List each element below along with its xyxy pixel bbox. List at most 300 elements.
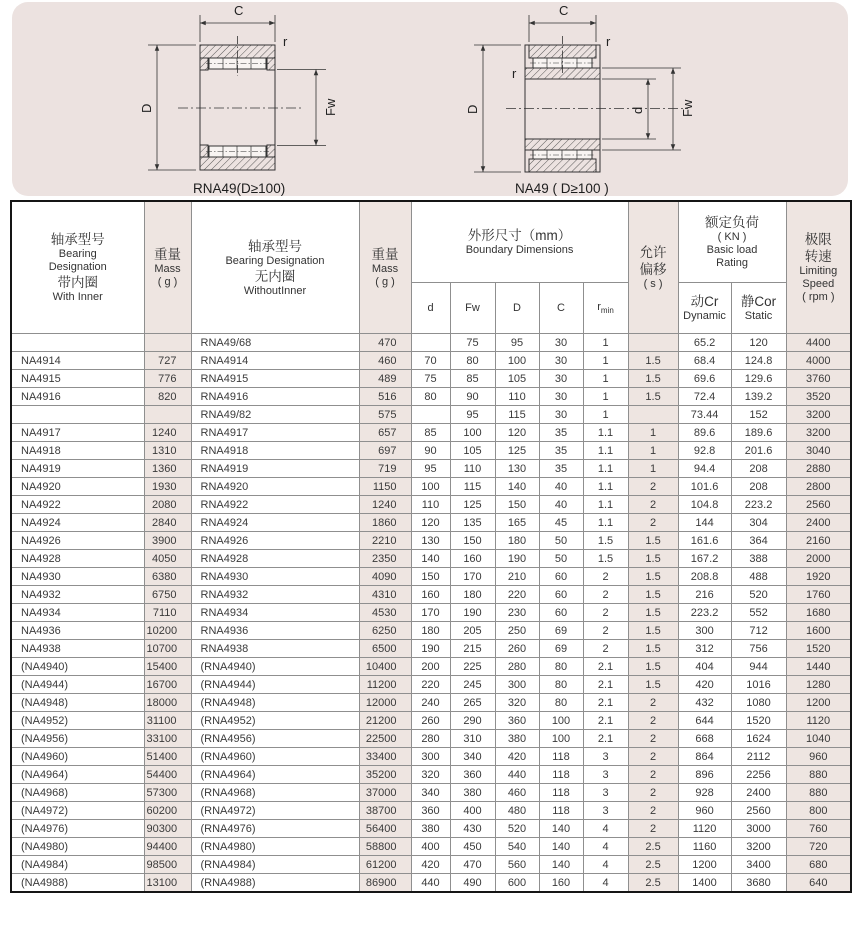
table-row [11, 694, 851, 712]
cell-cor-static: 2560 [731, 802, 786, 820]
table-row [11, 658, 851, 676]
header-without-inner [191, 201, 359, 334]
cell-dim-D: 250 [495, 622, 539, 640]
header-misalign-zh1: 允许 [639, 245, 667, 260]
cell-dim-fw: 135 [450, 514, 495, 532]
cell-cor-static: 139.2 [731, 388, 786, 406]
cell-dim-d: 340 [411, 784, 450, 802]
diagram-panel [12, 2, 848, 196]
cell-mass-without-inner: 12000 [359, 694, 411, 712]
cell-misalign-s: 1.5 [628, 586, 678, 604]
cell-na-designation: NA4920 [11, 478, 144, 496]
cell-cr-dynamic: 432 [678, 694, 731, 712]
cell-limiting-speed: 1680 [786, 604, 851, 622]
cell-limiting-speed: 1920 [786, 568, 851, 586]
header-dim-fw: Fw [450, 283, 495, 334]
cell-dim-C: 60 [539, 568, 583, 586]
cell-misalign-s: 1.5 [628, 604, 678, 622]
table-row [11, 442, 851, 460]
cell-rna-designation: RNA4936 [191, 622, 359, 640]
cell-rna-designation: RNA49/82 [191, 406, 359, 424]
cell-rna-designation: RNA4926 [191, 532, 359, 550]
cell-dim-D: 95 [495, 334, 539, 352]
cell-mass-with-inner [144, 334, 191, 352]
cell-na-designation: (NA4984) [11, 856, 144, 874]
cell-limiting-speed: 4000 [786, 352, 851, 370]
cell-na-designation: (NA4972) [11, 802, 144, 820]
cell-misalign-s [628, 334, 678, 352]
table-row [11, 766, 851, 784]
header-with-inner-en1: Bearing [58, 248, 97, 260]
cell-dim-fw: 470 [450, 856, 495, 874]
cell-rna-designation: RNA4922 [191, 496, 359, 514]
cell-dim-C: 140 [539, 820, 583, 838]
header-boundary-en: Boundary Dimensions [465, 244, 574, 256]
cell-na-designation [11, 334, 144, 352]
cell-limiting-speed: 1040 [786, 730, 851, 748]
cell-limiting-speed: 1280 [786, 676, 851, 694]
cell-dim-fw: 150 [450, 532, 495, 550]
cell-dim-D: 600 [495, 874, 539, 893]
cell-mass-without-inner: 10400 [359, 658, 411, 676]
cell-limiting-speed: 1120 [786, 712, 851, 730]
cell-dim-D: 110 [495, 388, 539, 406]
cell-misalign-s: 2.5 [628, 838, 678, 856]
cell-mass-without-inner: 697 [359, 442, 411, 460]
cell-misalign-s: 2 [628, 784, 678, 802]
cell-na-designation: NA4915 [11, 370, 144, 388]
na49-label-fw: Fw [680, 99, 695, 117]
cell-mass-without-inner: 58800 [359, 838, 411, 856]
cell-dim-C: 140 [539, 838, 583, 856]
header-without-inner-zh: 轴承型号 [248, 238, 302, 254]
cell-dim-D: 380 [495, 730, 539, 748]
cell-dim-rmin: 1 [583, 334, 628, 352]
cell-misalign-s: 2 [628, 478, 678, 496]
cell-dim-rmin: 2 [583, 640, 628, 658]
cell-mass-with-inner: 6750 [144, 586, 191, 604]
cell-cr-dynamic: 69.6 [678, 370, 731, 388]
cell-rna-designation: (RNA4960) [191, 748, 359, 766]
header-misalignment [628, 201, 678, 334]
cell-mass-without-inner: 1150 [359, 478, 411, 496]
table-row [11, 352, 851, 370]
na49-section [506, 36, 688, 172]
header-speed-unit: ( rpm ) [802, 291, 835, 303]
cell-dim-d: 140 [411, 550, 450, 568]
rna49-section [178, 36, 302, 170]
cell-na-designation: NA4924 [11, 514, 144, 532]
cell-dim-D: 520 [495, 820, 539, 838]
cell-dim-d: 200 [411, 658, 450, 676]
header-misalign-unit: ( s ) [643, 278, 663, 290]
cell-dim-d: 190 [411, 640, 450, 658]
cell-dim-fw: 430 [450, 820, 495, 838]
cell-dim-fw: 205 [450, 622, 495, 640]
cell-dim-rmin: 1.1 [583, 496, 628, 514]
cell-dim-d: 420 [411, 856, 450, 874]
cell-rna-designation: RNA4916 [191, 388, 359, 406]
cell-limiting-speed: 4400 [786, 334, 851, 352]
cell-cr-dynamic: 864 [678, 748, 731, 766]
cell-misalign-s: 2.5 [628, 874, 678, 893]
table-row [11, 802, 851, 820]
cell-dim-C: 45 [539, 514, 583, 532]
cell-dim-C: 50 [539, 532, 583, 550]
header-boundary-dimensions [411, 201, 628, 283]
cell-dim-rmin: 4 [583, 874, 628, 893]
na49-label-d: d [630, 106, 645, 114]
table-row [11, 856, 851, 874]
cell-na-designation: NA4916 [11, 388, 144, 406]
bearing-spec-table [10, 200, 852, 893]
cell-cor-static: 124.8 [731, 352, 786, 370]
cell-na-designation: (NA4956) [11, 730, 144, 748]
na49-label-r-left: r [512, 66, 517, 81]
cell-cr-dynamic: 644 [678, 712, 731, 730]
cell-mass-without-inner: 37000 [359, 784, 411, 802]
cell-cor-static: 208 [731, 460, 786, 478]
header-mass1 [144, 201, 191, 334]
header-basic-load-rating [678, 201, 786, 283]
cell-dim-fw: 490 [450, 874, 495, 893]
cell-dim-d: 260 [411, 712, 450, 730]
table-row [11, 622, 851, 640]
cell-mass-with-inner: 33100 [144, 730, 191, 748]
cell-dim-fw: 450 [450, 838, 495, 856]
cell-na-designation: (NA4976) [11, 820, 144, 838]
header-static-zh: 静Cor [740, 294, 777, 309]
cell-cor-static: 2400 [731, 784, 786, 802]
cell-limiting-speed: 800 [786, 802, 851, 820]
cell-dim-rmin: 1.1 [583, 442, 628, 460]
header-dynamic-en: Dynamic [683, 310, 726, 322]
cell-dim-D: 140 [495, 478, 539, 496]
cell-rna-designation: RNA49/68 [191, 334, 359, 352]
cell-dim-rmin: 2 [583, 622, 628, 640]
cell-dim-d: 280 [411, 730, 450, 748]
cell-dim-C: 30 [539, 406, 583, 424]
cell-cr-dynamic: 167.2 [678, 550, 731, 568]
cell-limiting-speed: 3520 [786, 388, 851, 406]
cell-dim-rmin: 2 [583, 586, 628, 604]
rna49-label-r: r [283, 34, 288, 49]
cell-misalign-s: 1.5 [628, 532, 678, 550]
cell-mass-with-inner: 57300 [144, 784, 191, 802]
cell-dim-fw: 95 [450, 406, 495, 424]
cell-dim-D: 115 [495, 406, 539, 424]
cell-rna-designation: RNA4928 [191, 550, 359, 568]
cell-dim-C: 35 [539, 424, 583, 442]
cell-dim-rmin: 1.5 [583, 550, 628, 568]
cell-rna-designation: RNA4915 [191, 370, 359, 388]
cell-rna-designation: RNA4938 [191, 640, 359, 658]
cell-dim-d: 75 [411, 370, 450, 388]
cell-na-designation: NA4918 [11, 442, 144, 460]
cell-limiting-speed: 2000 [786, 550, 851, 568]
cell-limiting-speed: 3200 [786, 406, 851, 424]
cell-mass-without-inner: 2350 [359, 550, 411, 568]
header-speed-zh2: 转速 [804, 249, 832, 264]
cell-na-designation: (NA4960) [11, 748, 144, 766]
table-row [11, 640, 851, 658]
cell-dim-d: 130 [411, 532, 450, 550]
cell-misalign-s: 1.5 [628, 568, 678, 586]
cell-dim-d: 180 [411, 622, 450, 640]
cell-na-designation: NA4919 [11, 460, 144, 478]
cell-cor-static: 364 [731, 532, 786, 550]
cell-mass-with-inner: 10200 [144, 622, 191, 640]
header-static-en: Static [744, 310, 773, 322]
cell-cor-static: 201.6 [731, 442, 786, 460]
cell-dim-fw: 360 [450, 766, 495, 784]
cell-cr-dynamic: 104.8 [678, 496, 731, 514]
cell-cr-dynamic: 223.2 [678, 604, 731, 622]
cell-mass-with-inner: 98500 [144, 856, 191, 874]
cell-dim-d: 150 [411, 568, 450, 586]
cell-dim-C: 40 [539, 496, 583, 514]
header-dim-d: d [411, 283, 450, 334]
cell-rna-designation: RNA4930 [191, 568, 359, 586]
bearing-diagram-rna49 [110, 2, 440, 202]
table-row [11, 424, 851, 442]
cell-dim-rmin: 1.1 [583, 478, 628, 496]
header-dim-C: C [539, 283, 583, 334]
cell-cr-dynamic: 420 [678, 676, 731, 694]
cell-mass-without-inner: 1240 [359, 496, 411, 514]
cell-dim-rmin: 2 [583, 568, 628, 586]
cell-dim-D: 180 [495, 532, 539, 550]
cell-na-designation: (NA4940) [11, 658, 144, 676]
cell-dim-d: 220 [411, 676, 450, 694]
cell-dim-C: 40 [539, 478, 583, 496]
cell-misalign-s: 1.5 [628, 658, 678, 676]
table-row [11, 532, 851, 550]
cell-na-designation: (NA4964) [11, 766, 144, 784]
cell-dim-C: 35 [539, 442, 583, 460]
cell-dim-rmin: 2.1 [583, 694, 628, 712]
cell-dim-d: 100 [411, 478, 450, 496]
cell-cor-static: 208 [731, 478, 786, 496]
na49-label-D: D [465, 104, 480, 114]
cell-dim-D: 260 [495, 640, 539, 658]
cell-dim-D: 360 [495, 712, 539, 730]
header-with-inner-zh2: 带内圈 [57, 275, 98, 290]
cell-mass-without-inner: 516 [359, 388, 411, 406]
rna49-label-c: C [234, 3, 244, 18]
cell-dim-d: 80 [411, 388, 450, 406]
cell-na-designation: (NA4988) [11, 874, 144, 893]
cell-dim-fw: 110 [450, 460, 495, 478]
cell-rna-designation: (RNA4952) [191, 712, 359, 730]
cell-misalign-s: 1.5 [628, 388, 678, 406]
cell-rna-designation: (RNA4984) [191, 856, 359, 874]
cell-cor-static: 712 [731, 622, 786, 640]
cell-dim-D: 100 [495, 352, 539, 370]
cell-mass-without-inner: 719 [359, 460, 411, 478]
cell-dim-rmin: 3 [583, 784, 628, 802]
cell-dim-fw: 90 [450, 388, 495, 406]
cell-mass-with-inner: 2840 [144, 514, 191, 532]
cell-limiting-speed: 1200 [786, 694, 851, 712]
cell-mass-with-inner: 776 [144, 370, 191, 388]
cell-rna-designation: (RNA4968) [191, 784, 359, 802]
header-load-en2: Rating [716, 257, 748, 269]
header-speed-zh1: 极限 [804, 232, 832, 247]
cell-limiting-speed: 880 [786, 784, 851, 802]
table-row [11, 874, 851, 893]
header-mass1-zh: 重量 [154, 247, 181, 262]
cell-dim-rmin: 2.1 [583, 676, 628, 694]
cell-mass-without-inner: 4530 [359, 604, 411, 622]
cell-cr-dynamic: 208.8 [678, 568, 731, 586]
cell-dim-D: 230 [495, 604, 539, 622]
table-row [11, 460, 851, 478]
cell-dim-fw: 290 [450, 712, 495, 730]
cell-dim-d: 90 [411, 442, 450, 460]
cell-rna-designation: (RNA4944) [191, 676, 359, 694]
cell-dim-C: 50 [539, 550, 583, 568]
cell-na-designation: (NA4948) [11, 694, 144, 712]
cell-dim-fw: 380 [450, 784, 495, 802]
cell-dim-fw: 310 [450, 730, 495, 748]
cell-limiting-speed: 960 [786, 748, 851, 766]
cell-dim-D: 210 [495, 568, 539, 586]
cell-cor-static: 520 [731, 586, 786, 604]
cell-limiting-speed: 1440 [786, 658, 851, 676]
cell-dim-d: 400 [411, 838, 450, 856]
cell-limiting-speed: 3040 [786, 442, 851, 460]
header-speed-en2: Speed [802, 278, 835, 290]
table-row [11, 388, 851, 406]
cell-dim-C: 35 [539, 460, 583, 478]
table-row [11, 838, 851, 856]
cell-dim-C: 69 [539, 622, 583, 640]
cell-dim-D: 220 [495, 586, 539, 604]
header-dim-rmin: $r_{min}$ [583, 283, 628, 334]
cell-na-designation: (NA4968) [11, 784, 144, 802]
cell-dim-d: 300 [411, 748, 450, 766]
cell-misalign-s: 2.5 [628, 856, 678, 874]
cell-dim-fw: 190 [450, 604, 495, 622]
cell-limiting-speed: 3200 [786, 424, 851, 442]
cell-dim-D: 125 [495, 442, 539, 460]
cell-limiting-speed: 3760 [786, 370, 851, 388]
cell-na-designation: NA4914 [11, 352, 144, 370]
cell-limiting-speed: 760 [786, 820, 851, 838]
cell-dim-rmin: 4 [583, 820, 628, 838]
cell-dim-C: 140 [539, 856, 583, 874]
cell-dim-rmin: 2 [583, 604, 628, 622]
cell-cr-dynamic: 1400 [678, 874, 731, 893]
cell-na-designation: NA4934 [11, 604, 144, 622]
cell-cr-dynamic: 73.44 [678, 406, 731, 424]
cell-dim-D: 280 [495, 658, 539, 676]
cell-dim-C: 80 [539, 658, 583, 676]
cell-limiting-speed: 2800 [786, 478, 851, 496]
cell-mass-without-inner: 6250 [359, 622, 411, 640]
table-row [11, 406, 851, 424]
cell-mass-without-inner: 489 [359, 370, 411, 388]
cell-mass-without-inner: 61200 [359, 856, 411, 874]
cell-dim-C: 100 [539, 730, 583, 748]
header-cr-dynamic [678, 283, 731, 334]
cell-rna-designation: (RNA4956) [191, 730, 359, 748]
cell-na-designation: NA4917 [11, 424, 144, 442]
table-row [11, 514, 851, 532]
cell-dim-fw: 115 [450, 478, 495, 496]
header-misalign-zh2: 偏移 [639, 262, 667, 277]
table-body [11, 334, 851, 893]
cell-cr-dynamic: 960 [678, 802, 731, 820]
cell-mass-without-inner: 460 [359, 352, 411, 370]
cell-dim-d: 170 [411, 604, 450, 622]
cell-mass-with-inner: 1310 [144, 442, 191, 460]
cell-dim-d: 160 [411, 586, 450, 604]
cell-cor-static: 223.2 [731, 496, 786, 514]
cell-mass-without-inner: 4310 [359, 586, 411, 604]
cell-dim-rmin: 3 [583, 766, 628, 784]
cell-mass-without-inner: 38700 [359, 802, 411, 820]
cell-dim-rmin: 3 [583, 748, 628, 766]
cell-dim-d: 320 [411, 766, 450, 784]
cell-rna-designation: (RNA4948) [191, 694, 359, 712]
cell-cor-static: 1520 [731, 712, 786, 730]
cell-rna-designation: RNA4917 [191, 424, 359, 442]
cell-cor-static: 3000 [731, 820, 786, 838]
cell-mass-with-inner: 7110 [144, 604, 191, 622]
cell-na-designation: NA4932 [11, 586, 144, 604]
rna49-caption: RNA49(D≥100) [193, 181, 286, 196]
header-load-unit: ( KN ) [717, 231, 747, 243]
cell-mass-without-inner: 21200 [359, 712, 411, 730]
header-dynamic-zh: 动Cr [690, 294, 719, 309]
cell-mass-with-inner: 3900 [144, 532, 191, 550]
cell-mass-without-inner: 6500 [359, 640, 411, 658]
cell-cor-static: 756 [731, 640, 786, 658]
cell-na-designation: NA4930 [11, 568, 144, 586]
header-mass2-zh: 重量 [371, 247, 399, 262]
header-cor-static [731, 283, 786, 334]
cell-rna-designation: (RNA4972) [191, 802, 359, 820]
table-row [11, 334, 851, 352]
cell-dim-rmin: 2.1 [583, 658, 628, 676]
cell-dim-C: 160 [539, 874, 583, 893]
cell-mass-with-inner: 2080 [144, 496, 191, 514]
cell-dim-rmin: 4 [583, 838, 628, 856]
cell-dim-C: 30 [539, 370, 583, 388]
cell-dim-fw: 225 [450, 658, 495, 676]
header-without-inner-en1: Bearing Designation [225, 254, 325, 267]
cell-mass-without-inner: 1860 [359, 514, 411, 532]
cell-rna-designation: RNA4934 [191, 604, 359, 622]
cell-misalign-s: 2 [628, 730, 678, 748]
header-mass1-en: Mass [154, 263, 181, 275]
table-row [11, 604, 851, 622]
cell-misalign-s [628, 406, 678, 424]
cell-dim-d: 95 [411, 460, 450, 478]
cell-misalign-s: 1.5 [628, 370, 678, 388]
cell-dim-D: 480 [495, 802, 539, 820]
cell-dim-rmin: 1 [583, 388, 628, 406]
cell-dim-rmin: 2.1 [583, 730, 628, 748]
cell-dim-D: 190 [495, 550, 539, 568]
cell-cor-static: 2112 [731, 748, 786, 766]
cell-mass-with-inner: 13100 [144, 874, 191, 893]
cell-rna-designation: RNA4914 [191, 352, 359, 370]
header-mass2-unit: ( g ) [375, 276, 395, 288]
table-header [11, 201, 851, 334]
